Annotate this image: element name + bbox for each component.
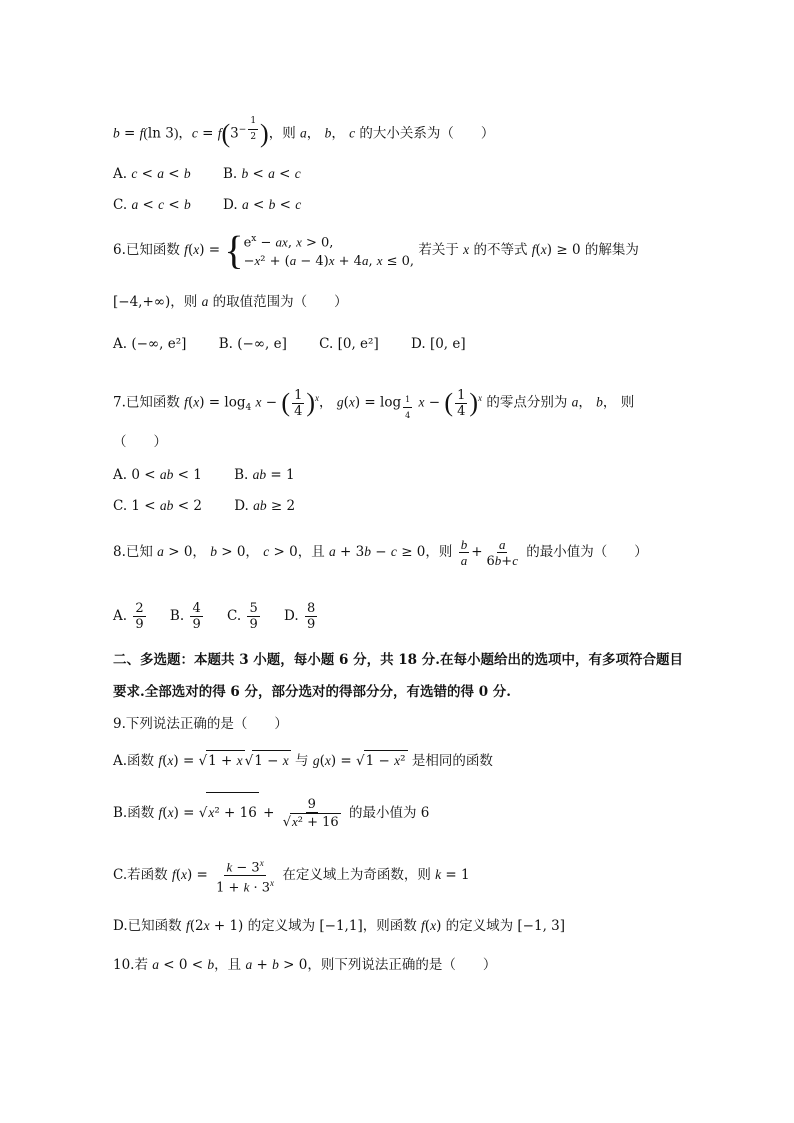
q10-stem-line: 10.若 a < 0 < b，且 a + b > 0，则下列说法正确的是（ ） — [113, 957, 497, 973]
q8-options — [113, 596, 319, 636]
q5-option-c: C. a < c < b — [113, 197, 191, 213]
q5-option-a: A. c < a < b — [113, 166, 191, 182]
q7-stem-line: 7.已知函数 $f(x) = \log_4 x$ − ( $\frac{1}{4}$ )$^x$， g(x) = log $_{\frac{1}{4}}$ x − ( $\frac{1}{4}$ )$^x$ 的零点分别为 a， b， 则 — [113, 387, 635, 421]
q9-option-d: D.已知函数 f(2x + 1) 的定义域为 [−1,1]，则函数 f(x) 的定义域为 [−1, 3] — [113, 918, 566, 934]
q9-option-a: A.函数 f(x) = √1 + x √1 − x 与 g(x) = √1 − x² 是相同的函数 — [113, 750, 493, 771]
q6-option-b: B. (−∞, e] — [218, 336, 287, 352]
q7-option-a: A. 0 < ab < 1 — [113, 467, 202, 483]
q7-option-c: C. 1 < ab < 2 — [113, 498, 202, 514]
q6-stem-line2: [−4,+∞)，则 a 的取值范围为（ ） — [113, 294, 348, 310]
section2-heading-line1: 二、多选题：本题共 3 小题，每小题 6 分，共 18 分.在每小题给出的选项中，有多项符合题目 — [113, 652, 683, 668]
q6-option-d: D. [0, e] — [411, 336, 466, 352]
q6-option-a: A. (−∞, e²] — [113, 336, 187, 352]
q6-stem-line: 6.已知函数 f(x) = { $e^x$ − ax, x > 0, −x² + (a − 4)x + 4a, x ≤ 0, 若关于 x 的不等式 f(x) ≥ 0 的解集为 — [113, 227, 639, 273]
q7-answer-paren: （ ） — [113, 434, 167, 450]
q9-option-c: C.若函数 f(x) = $\frac{k - 3^x}{1 + k \cdot 3^x}$ 在定义域上为奇函数，则 k = 1 — [113, 857, 470, 896]
q5-stem-line: b = f(ln 3)，$c = f(3^{- \frac{1}{2}}$ )，则 a， b， c 的大小关系为（ ） — [113, 116, 495, 148]
q6-option-c: C. [0, e²] — [319, 336, 379, 352]
q7-options-row1 — [113, 465, 323, 485]
q5-option-b: B. b < a < c — [222, 166, 301, 182]
q7-option-b: B. ab = 1 — [234, 467, 295, 483]
q7-options-row2 — [113, 496, 323, 516]
q7-option-d: D. ab ≥ 2 — [234, 498, 296, 514]
q8-option-a: A. $\frac{2}{9}$ — [113, 601, 144, 632]
q5-options-row1 — [113, 164, 329, 184]
q8-option-d: D. $\frac{8}{9}$ — [284, 601, 316, 632]
q9-option-b: B.函数 f(x) = √x² + 16 + $\frac{9}{\text{√x² + 16}}$ 的最小值为 6 — [113, 792, 429, 832]
q6-options — [113, 334, 494, 354]
section2-heading-line2: 要求.全部选对的得 6 分，部分选对的得部分分，有选错的得 0 分. — [113, 684, 511, 700]
q5-options-row2 — [113, 195, 329, 215]
q8-stem-line: 8.已知 a > 0， b > 0， c > 0，且 a + 3b − c ≥ 0，则 $\frac{b}{a}$ + $\frac{a}{6b+c}$ 的最小值为（ ） — [113, 536, 648, 569]
q8-option-b: B. $\frac{4}{9}$ — [169, 601, 201, 632]
q8-option-c: C. $\frac{5}{9}$ — [227, 601, 258, 632]
q5-option-d: D. a < b < c — [223, 197, 302, 213]
q9-stem: 9.下列说法正确的是（ ） — [113, 716, 288, 732]
